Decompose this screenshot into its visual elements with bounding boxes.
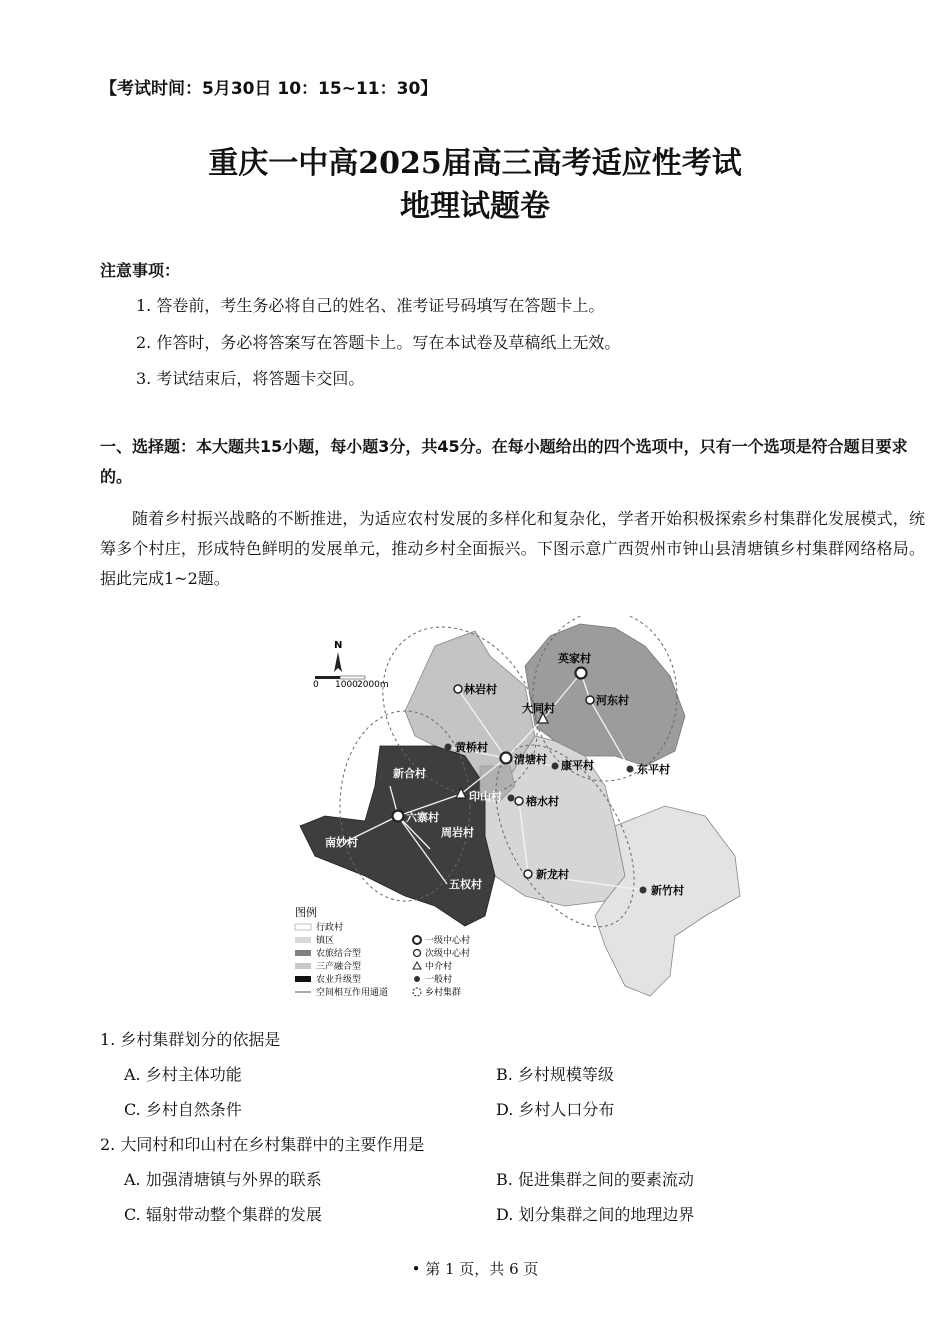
exam-subtitle: 地理试题卷 (400, 189, 550, 224)
legend-item: 一般村 (425, 975, 453, 985)
notice-item: 1. 答卷前，考生务必将自己的姓名、准考证号码填写在答题卡上。 (136, 296, 605, 315)
village-label: 大同村 (522, 702, 555, 715)
notice-heading: 注意事项： (100, 261, 181, 280)
general-village-marker (445, 744, 452, 751)
legend-item: 行政村 (316, 923, 344, 933)
primary-center-marker (576, 668, 587, 679)
secondary-center-marker (454, 685, 462, 693)
secondary-center-marker (515, 797, 523, 805)
page-footer: • 第 1 页，共 6 页 (411, 1260, 539, 1278)
q2-option-b[interactable]: B. 促进集群之间的要素流动 (496, 1170, 694, 1189)
scale-label: 1000 (335, 680, 358, 690)
village-label: 东平村 (637, 763, 670, 776)
legend-title: 图例 (295, 906, 317, 919)
region-southeast (595, 806, 740, 996)
section-heading: 一、选择题：本大题共15小题，每小题3分，共45分。在每小题给出的四个选项中，只有一个选项是符合题目要求的。 (100, 437, 908, 486)
village-label: 康平村 (561, 759, 594, 772)
village-label: 英家村 (558, 652, 591, 665)
notice-item: 3. 考试结束后，将答题卡交回。 (136, 369, 365, 388)
legend-item: 一级中心村 (425, 936, 471, 946)
village-label: 清塘村 (514, 753, 547, 766)
legend-item: 镇区 (316, 936, 335, 946)
legend-item: 中介村 (425, 962, 453, 972)
village-label: 新竹村 (651, 884, 684, 897)
village-label: 河东村 (596, 694, 629, 707)
exam-time: 【考试时间：5月30日 10：15~11：30】 (100, 79, 438, 99)
general-village-marker (552, 763, 559, 770)
q1-option-a[interactable]: A. 乡村主体功能 (124, 1065, 242, 1084)
primary-center-marker (501, 753, 512, 764)
q2-option-c[interactable]: C. 辐射带动整个集群的发展 (124, 1205, 322, 1224)
secondary-center-marker (524, 870, 532, 878)
general-village-marker (627, 766, 634, 773)
exam-title: 重庆一中高2025届高三高考适应性考试 (208, 146, 742, 181)
village-label: 南妙村 (325, 836, 358, 849)
village-label: 新合村 (393, 767, 426, 780)
general-village-marker (508, 795, 515, 802)
q1-option-d[interactable]: D. 乡村人口分布 (496, 1100, 615, 1119)
north-label: N (334, 640, 343, 651)
village-label: 六寨村 (406, 811, 439, 824)
village-label: 林岩村 (464, 683, 497, 696)
legend-item: 空间相互作用通道 (316, 988, 389, 998)
north-arrow-icon (334, 652, 342, 672)
scale-label: 0 (313, 680, 319, 690)
legend-item: 三产融合型 (316, 962, 362, 972)
general-village-marker (640, 887, 647, 894)
village-label: 新龙村 (536, 868, 569, 881)
village-label: 五权村 (449, 878, 482, 891)
legend-item: 农旅结合型 (316, 949, 362, 959)
village-label: 榕水村 (526, 795, 559, 808)
notice-item: 2. 作答时，务必将答案写在答题卡上。写在本试卷及草稿纸上无效。 (136, 333, 621, 352)
scale-label: 2000m (357, 680, 389, 690)
village-label: 黄桥村 (455, 741, 488, 754)
cluster-map (285, 616, 755, 1008)
question-1-stem: 1. 乡村集群划分的依据是 (100, 1030, 281, 1049)
primary-center-marker (393, 811, 404, 822)
intro-paragraph: 随着乡村振兴战略的不断推进，为适应农村发展的多样化和复杂化，学者开始积极探索乡村集群化发展模式，统筹多个村庄，形成特色鲜明的发展单元，推动乡村全面振兴。下图示意广西贺州市钟山县清塘镇乡村集群网络格局。据此完成1~2题。 (100, 509, 925, 588)
secondary-center-marker (586, 696, 594, 704)
legend-item: 次级中心村 (425, 949, 471, 959)
legend-item: 农业升级型 (316, 975, 362, 985)
legend-item: 乡村集群 (425, 988, 462, 998)
village-label: 印山村 (469, 790, 502, 803)
q1-option-b[interactable]: B. 乡村规模等级 (496, 1065, 614, 1084)
q2-option-a[interactable]: A. 加强清塘镇与外界的联系 (124, 1170, 322, 1189)
question-2-stem: 2. 大同村和印山村在乡村集群中的主要作用是 (100, 1135, 425, 1154)
q1-option-c[interactable]: C. 乡村自然条件 (124, 1100, 242, 1119)
village-label: 周岩村 (441, 826, 474, 839)
q2-option-d[interactable]: D. 划分集群之间的地理边界 (496, 1205, 695, 1224)
